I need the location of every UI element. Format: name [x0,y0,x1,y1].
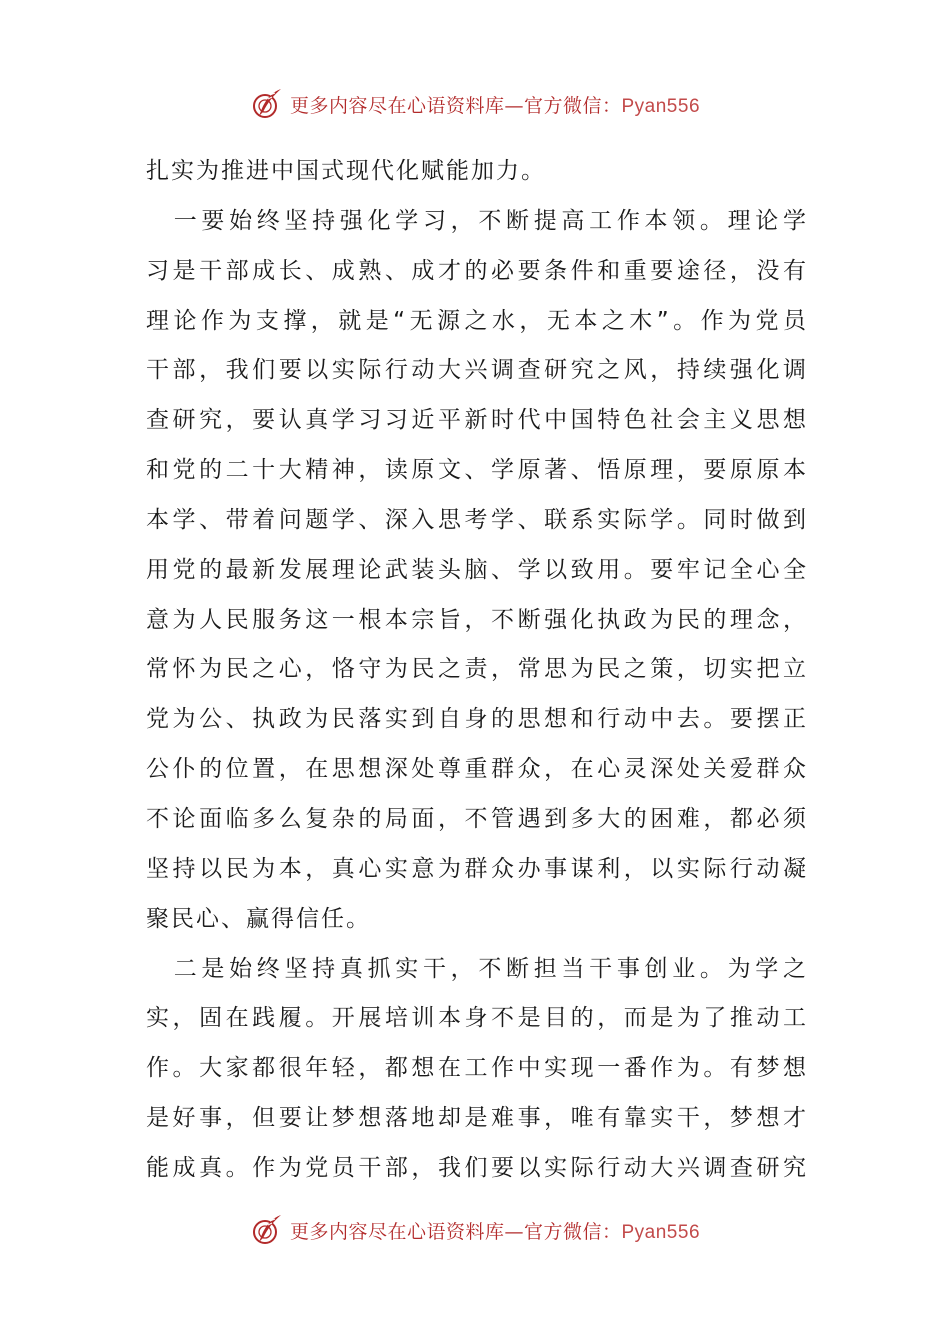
body-line: 能成真。作为党员干部，我们要以实际行动大兴调查研究 [146,1154,806,1181]
body-line: 不论面临多么复杂的局面，不管遇到多大的困难，都必须 [146,805,806,832]
body-line: 干部，我们要以实际行动大兴调查研究之风，持续强化调 [146,357,806,384]
body-line: 党为公、执政为民落实到自身的思想和行动中去。要摆正 [146,706,806,733]
header-banner-text [290,91,700,118]
body-line: 和党的二十大精神，读原文、学原著、悟原理，要原原本 [146,457,806,484]
body-line: 习是干部成长、成熟、成才的必要条件和重要途径，没有 [146,257,806,284]
footer-banner-inner [250,1213,700,1247]
footer-banner [0,1210,950,1250]
quill-pen-logo-icon [250,87,284,121]
body-line: 查研究，要认真学习习近平新时代中国特色社会主义思想 [146,407,806,434]
header-banner-cn: 更多内容尽在心语资料库—官方微信： [289,94,622,117]
body-line: 公仆的位置，在思想深处尊重群众，在心灵深处关爱群众 [146,756,806,783]
body-line: 本学、带着问题学、深入思考学、联系实际学。同时做到 [146,506,806,533]
body-line: 二是始终坚持真抓实干，不断担当干事创业。为学之 [146,955,806,982]
body-line: 聚民心、赢得信任。 [146,905,371,932]
body-line: 作。大家都很年轻，都想在工作中实现一番作为。有梦想 [146,1055,806,1082]
footer-banner-id: Pyan556 [621,1221,701,1243]
body-line: 实，固在践履。开展培训本身不是目的，而是为了推动工 [146,1005,806,1032]
body-line: 坚持以民为本，真心实意为群众办事谋利，以实际行动凝 [146,855,806,882]
body-line: 用党的最新发展理论武装头脑、学以致用。要牢记全心全 [146,556,806,583]
header-banner-inner [250,87,700,121]
footer-banner-cn: 更多内容尽在心语资料库—官方微信： [289,1220,622,1243]
body-line: 扎实为推进中国式现代化赋能加力。 [146,158,546,184]
body-line: 一要始终坚持强化学习，不断提高工作本领。理论学 [146,207,806,234]
quill-pen-logo-icon [250,1213,284,1247]
header-banner [0,84,950,124]
footer-banner-text [290,1217,700,1244]
body-line: 理论作为支撑，就是“无源之水，无本之木”。作为党员 [146,307,806,334]
body-line: 是好事，但要让梦想落地却是难事，唯有靠实干，梦想才 [146,1105,806,1132]
document-body [146,147,806,1194]
body-line: 常怀为民之心，恪守为民之责，常思为民之策，切实把立 [146,656,806,683]
header-banner-id: Pyan556 [621,95,701,117]
body-line: 意为人民服务这一根本宗旨，不断强化执政为民的理念， [146,606,806,633]
